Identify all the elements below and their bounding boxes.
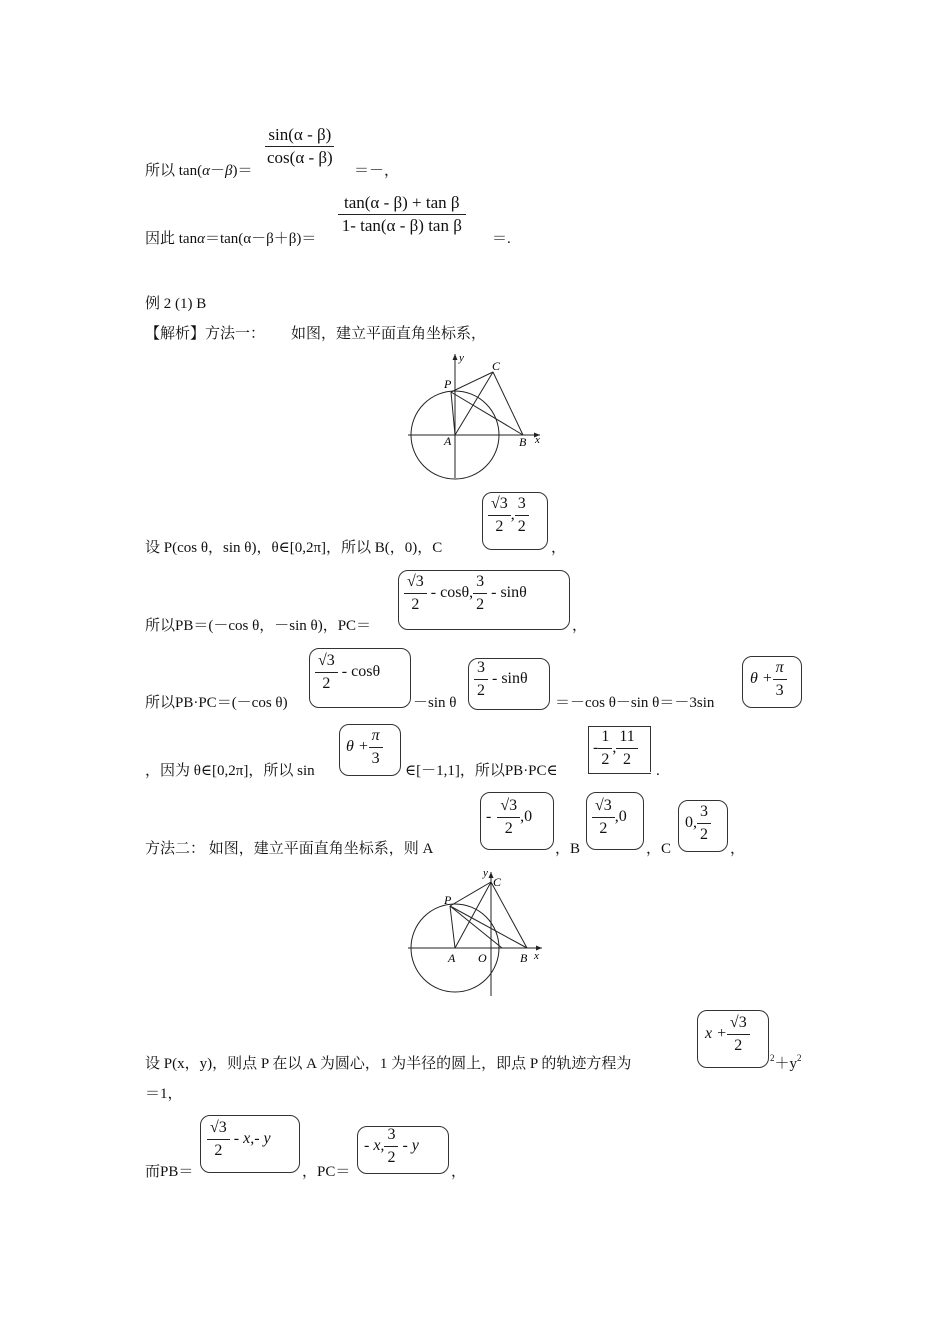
fraction-denominator: 2 — [599, 820, 608, 837]
fraction-numerator: 3 — [473, 571, 487, 594]
fraction-numerator: 3 — [697, 801, 711, 824]
fraction-numerator: tan(α - β) + tan β — [338, 192, 466, 215]
fraction-denominator: 2 — [477, 682, 485, 699]
fraction-numerator: 3 — [474, 657, 488, 680]
fraction-denominator: 2 — [734, 1037, 743, 1054]
line-set-p: 设 P(cos θ，sin θ)，θ∈[0,2π]，所以 B(，0)，C — [145, 540, 443, 556]
text: 因此 tan — [145, 231, 198, 247]
line-pc: ，PC＝ — [302, 1164, 351, 1180]
axis-label-y: y — [459, 352, 464, 364]
locus-term — [705, 1012, 750, 1057]
fraction-numerator: 3 — [384, 1124, 398, 1147]
fraction-numerator: √3 — [488, 493, 511, 516]
axis-label-x: x — [535, 434, 540, 446]
fraction-denominator: 2 — [601, 751, 610, 768]
fraction-numerator: 1 — [598, 726, 612, 749]
line-tail: ＝. — [492, 231, 511, 247]
fraction-numerator: π — [773, 657, 787, 680]
term: - cosθ — [341, 663, 381, 681]
vector-pb — [207, 1117, 271, 1162]
fraction-denominator: cos(α - β) — [267, 148, 333, 167]
point-c-coords — [685, 801, 711, 846]
analysis-text: 如图，建立平面直角坐标系， — [291, 326, 487, 342]
line-equals-one: ＝1， — [145, 1086, 183, 1102]
line-pb-pc: 所以PB＝(－cos θ，－sin θ)，PC＝ — [145, 618, 372, 634]
term: ,0 — [614, 808, 627, 826]
text: )＝ — [232, 163, 253, 179]
symbol: － — [209, 163, 225, 179]
figure-coordinate-circle-1 — [400, 348, 560, 482]
line-tail: ， — [572, 618, 588, 634]
vector-c — [488, 493, 529, 538]
line-tail: ， — [730, 841, 746, 857]
vector-term-2 — [474, 657, 528, 702]
fraction-numerator: 3 — [515, 493, 529, 516]
fraction-numerator: √3 — [207, 1117, 230, 1140]
point-a-coords — [486, 795, 532, 840]
point-b-coords — [592, 795, 627, 840]
fraction-sin-cos — [264, 124, 336, 169]
term: x + — [705, 1025, 727, 1043]
fraction-numerator: sin(α - β) — [265, 124, 334, 147]
text: 所以 tan( — [145, 163, 203, 179]
line-tan-alpha — [145, 230, 316, 248]
fraction-denominator: 2 — [495, 518, 504, 535]
term: - x,- y — [233, 1130, 271, 1148]
line-b: ，B — [555, 841, 581, 857]
fraction-denominator: 2 — [214, 1142, 223, 1159]
line-tail: . — [656, 763, 660, 779]
fraction-numerator: π — [369, 725, 383, 748]
comma: , — [510, 506, 515, 524]
fraction-numerator: 11 — [616, 726, 637, 749]
point-label-b: B — [520, 951, 528, 965]
bracket-right-ends — [644, 726, 650, 774]
line-pb: 而PB＝ — [145, 1164, 194, 1180]
fraction-numerator: √3 — [727, 1012, 750, 1035]
point-label-c: C — [492, 359, 501, 373]
vector-pc — [404, 571, 527, 616]
term: 0, — [685, 814, 697, 832]
fraction-denominator: 2 — [504, 820, 513, 837]
fraction-numerator: √3 — [404, 571, 427, 594]
fraction-numerator: √3 — [592, 795, 615, 818]
fraction-denominator: 2 — [322, 675, 331, 692]
line-mid: －sin θ — [413, 695, 457, 711]
axis-label-y: y — [483, 867, 488, 879]
comma: , — [612, 739, 617, 757]
line-locus: 设 P(x，y)，则点 P 在以 A 为圆心，1 为半径的圆上，即点 P 的轨迹方程为 — [145, 1056, 632, 1072]
fraction-numerator: √3 — [497, 795, 520, 818]
range-interval — [593, 726, 638, 771]
line-tail: ， — [451, 1164, 467, 1180]
line-tan-alpha-minus-beta — [145, 162, 252, 180]
line-c: ，C — [646, 841, 672, 857]
point-label-c: C — [493, 875, 502, 889]
fraction-denominator: 2 — [476, 596, 485, 613]
term: - sinθ — [492, 670, 528, 688]
point-label-b: B — [519, 435, 527, 449]
fraction-denominator: 2 — [700, 826, 708, 843]
symbol: α — [202, 163, 210, 179]
text: ＝tan(α－β＋β)＝ — [204, 231, 317, 247]
fraction-denominator: 2 — [411, 596, 420, 613]
line-mid: ＝－cos θ－sin θ＝－3sin — [555, 695, 715, 711]
sin-argument — [346, 725, 383, 770]
point-label-a: A — [448, 951, 456, 965]
term: - x, — [364, 1137, 385, 1155]
symbol: β — [224, 163, 233, 179]
point-label-p: P — [444, 377, 452, 391]
line-locus-tail — [770, 1055, 802, 1074]
superscript: 2 — [770, 1053, 775, 1063]
line-range: ，因为 θ∈[0,2π]，所以 sin — [145, 763, 315, 779]
term: θ + — [346, 738, 369, 756]
fraction-numerator: √3 — [315, 650, 338, 673]
symbol: α — [197, 231, 205, 247]
point-label-o: O — [478, 951, 487, 965]
term: - cosθ, — [430, 584, 474, 602]
term: - sinθ — [491, 584, 527, 602]
line-range-mid: ∈[－1,1]，所以PB·PC∈ — [405, 763, 558, 779]
term: θ + — [750, 670, 773, 688]
line-dot-product: 所以PB·PC＝(－cos θ) — [145, 695, 288, 711]
minus: - — [593, 739, 599, 757]
minus: - — [486, 808, 492, 826]
fraction-denominator: 2 — [517, 518, 526, 535]
fraction-denominator: 3 — [371, 750, 380, 767]
axis-label-x: x — [534, 950, 539, 962]
line-tail: ， — [551, 540, 567, 556]
line-tail: ＝－， — [354, 163, 400, 179]
fraction-tan-sum — [338, 192, 466, 237]
fraction-denominator: 2 — [387, 1149, 396, 1166]
fraction-denominator: 2 — [623, 751, 632, 768]
term: ,0 — [520, 808, 533, 826]
vector-term-3 — [750, 657, 787, 702]
figure-coordinate-circle-2 — [400, 864, 560, 1000]
point-label-p: P — [444, 893, 452, 907]
term: - y — [402, 1137, 419, 1155]
fraction-denominator: 3 — [775, 682, 784, 699]
analysis-line — [145, 325, 486, 343]
vector-term-1 — [315, 650, 380, 695]
vector-pc-2 — [364, 1124, 419, 1169]
line-method-two: 方法二： 如图，建立平面直角坐标系，则 A — [145, 841, 434, 857]
example-title: 例 2 (1) B — [145, 296, 207, 312]
text: ＋y — [774, 1056, 798, 1072]
analysis-tag: 【解析】方法一： — [145, 326, 266, 342]
fraction-denominator: 1- tan(α - β) tan β — [341, 216, 462, 235]
superscript: 2 — [797, 1053, 802, 1063]
point-label-a: A — [444, 434, 452, 448]
